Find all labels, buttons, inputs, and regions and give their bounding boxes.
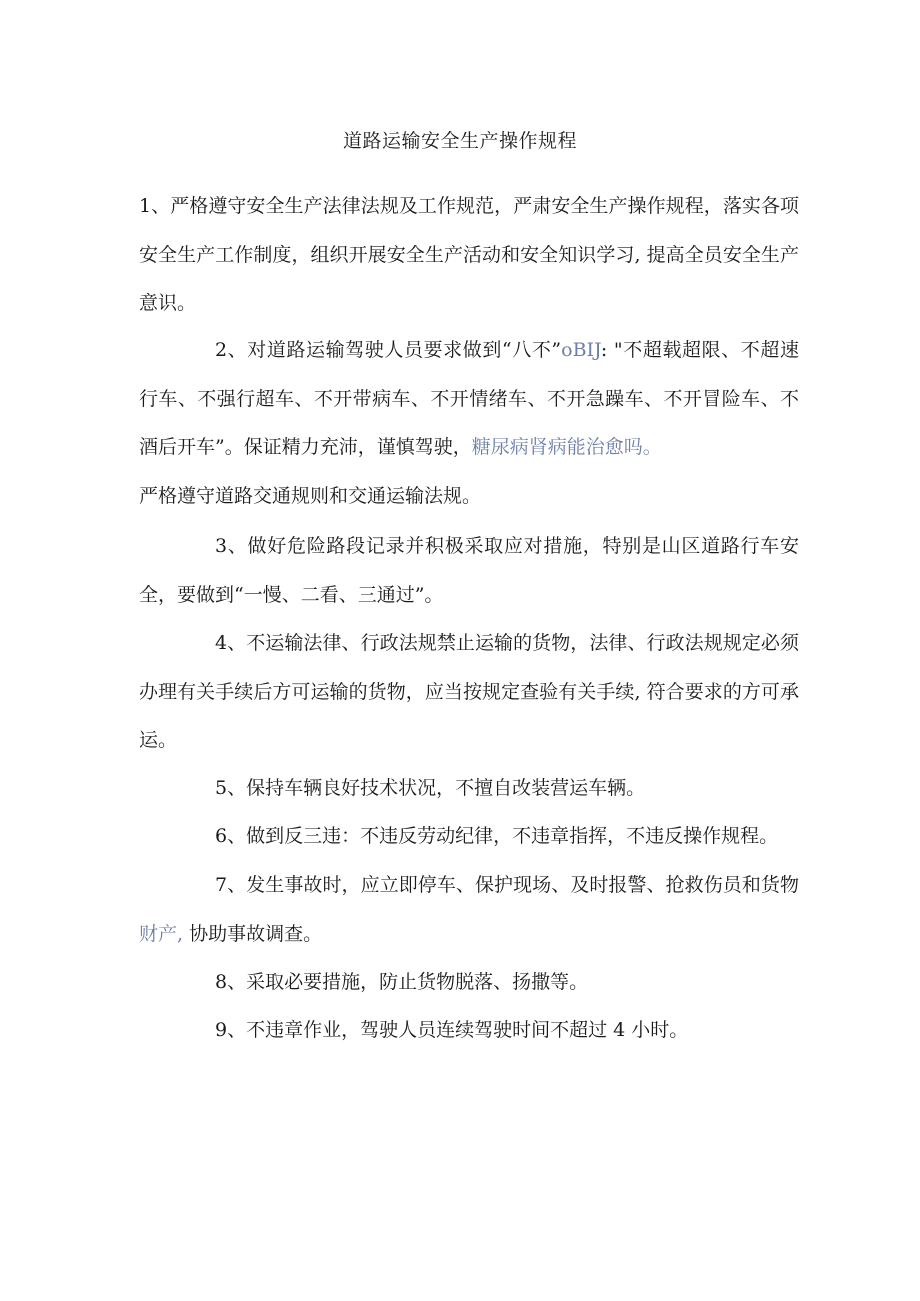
paragraph-4: 4、不运输法律、行政法规禁止运输的货物，法律、行政法规规定必须办理有关手续后方可运输的货物，应当按规定查验有关手续, 符合要求的方可承运。 — [139, 632, 799, 751]
paragraph-9: 9、不违章作业，驾驶人员连续驾驶时间不超过 4 小时。 — [215, 1019, 689, 1041]
paragraph-5: 5、保持车辆良好技术状况，不擅自改装营运车辆。 — [215, 777, 646, 799]
paragraph-3: 3、做好危险路段记录并积极采取应对措施，特别是山区道路行车安全，要做到“一慢、二看、三通过”。 — [139, 535, 799, 606]
document-title: 道路运输安全生产操作规程 — [342, 130, 577, 152]
paragraph-7-link[interactable]: 财产, — [139, 922, 184, 945]
paragraph-1: 1、严格遵守安全生产法律法规及工作规范，严肃安全生产操作规程，落实各项安全生产工作制度，组织开展安全生产活动和安全知识学习, 提高全员安全生产意识。 — [139, 195, 799, 314]
paragraph-2-link-code[interactable]: oBIJ — [561, 339, 601, 361]
paragraph-8: 8、采取必要措施，防止货物脱落、扬撒等。 — [215, 971, 589, 993]
paragraph-2 — [139, 326, 799, 520]
paragraph-2-text-a: 2、对道路运输驾驶人员要求做到“八不” — [215, 339, 562, 361]
paragraph-2-link-text[interactable]: 糖尿病肾病能治愈吗。 — [471, 436, 662, 458]
paragraph-7-text-c: 协助事故调查。 — [183, 922, 323, 945]
paragraph-6: 6、做到反三违：不违反劳动纪律，不违章指挥，不违反操作规程。 — [215, 825, 779, 847]
paragraph-7 — [139, 861, 799, 958]
paragraph-7-text-a: 7、发生事故时，应立即停车、保护现场、及时报警、抢救伤员和货物 — [215, 874, 799, 896]
paragraph-2-text-e: 严格遵守道路交通规则和交通运输法规。 — [139, 484, 482, 507]
paragraph-2-text-c: : "不超载超限、不超速行车、不强行超车、不开带病车、不开情绪车、不开急躁车、不开冒险车、不酒后开车”。保证精力充沛，谨慎驾驶， — [139, 339, 799, 458]
